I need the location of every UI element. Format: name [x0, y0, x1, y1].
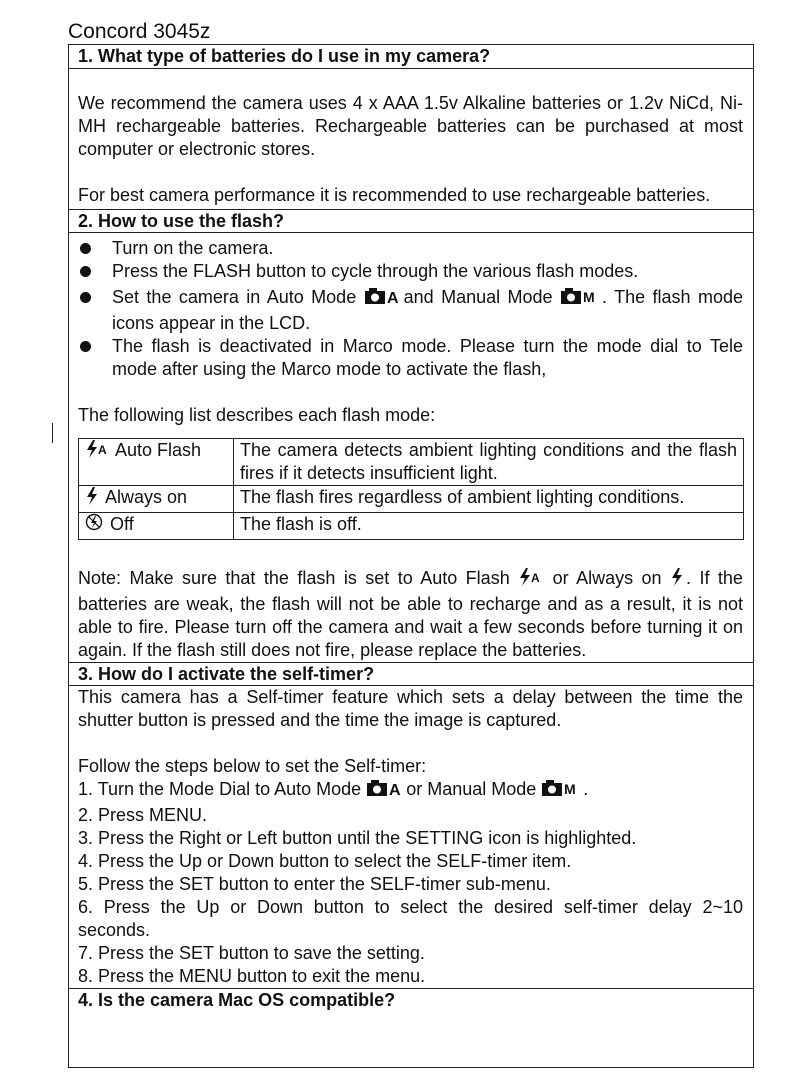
table-row	[79, 486, 744, 513]
q2-body	[69, 233, 753, 662]
flash-steps-list	[78, 237, 743, 381]
desc-cell: The flash fires regardless of ambient lighting conditions.	[234, 486, 744, 513]
faq-frame	[68, 44, 754, 1068]
flash-modes-table	[78, 438, 744, 540]
svg-text:A: A	[386, 290, 399, 306]
svg-text:A: A	[389, 782, 401, 798]
list-item: 6. Press the Up or Down button to select the desired self-timer delay 2~10 seconds.	[78, 897, 743, 940]
svg-text:A: A	[531, 571, 540, 585]
mode-cell: A Auto Flash	[79, 439, 234, 486]
auto-mode-icon	[366, 778, 406, 804]
always-on-flash-icon	[85, 486, 101, 512]
flash-off-icon	[85, 513, 105, 539]
desc-cell: The flash is off.	[234, 513, 744, 540]
always-on-flash-icon	[670, 567, 686, 593]
table-row	[79, 439, 744, 486]
auto-flash-icon	[85, 439, 111, 465]
list-item: 8. Press the MENU button to exit the menu.	[78, 966, 426, 986]
q4-heading: 4. Is the camera Mac OS compatible?	[69, 988, 753, 1012]
selftimer-steps	[78, 755, 743, 988]
list-item: 4. Press the Up or Down button to select the SELF-timer item.	[78, 851, 572, 871]
list-item: 3. Press the Right or Left button until the SETTING icon is highlighted.	[78, 828, 637, 848]
margin-change-bar	[52, 423, 53, 443]
document-title: Concord 3045z	[68, 20, 211, 43]
list-item: 2. Press MENU.	[78, 805, 208, 825]
desc-cell: The camera detects ambient lighting conditions and the flash fires if it detects insufficient light.	[234, 439, 744, 486]
auto-flash-icon	[518, 567, 544, 593]
manual-mode-icon	[541, 778, 583, 804]
q3-heading: 3. How do I activate the self-timer?	[69, 662, 753, 686]
mode-cell: Always on	[79, 486, 234, 513]
q3-body	[69, 686, 753, 988]
bullet-icon	[80, 243, 91, 254]
flash-note: Note: Make sure that the flash is set to Auto Flash A or Always on . If the batteries are weak, the flash will not be able to recharge and as a result, it is not able to fire. Please turn off the camera and wait a few seconds before turning it on again. If the flash still does not fire, please replace the batteries.	[78, 568, 743, 660]
mode-cell: Off	[79, 513, 234, 540]
steps-intro: Follow the steps below to set the Self-timer:	[78, 756, 427, 776]
auto-mode-icon	[364, 286, 404, 312]
q3-para1: This camera has a Self-timer feature which sets a delay between the time the shutter button is pressed and the time the image is captured.	[78, 687, 743, 730]
svg-text:M: M	[564, 781, 576, 797]
q2-heading: 2. How to use the flash?	[69, 209, 753, 233]
flash-list-intro: The following list describes each flash mode:	[78, 405, 436, 425]
table-row	[79, 513, 744, 540]
list-item: Set the camera in Auto Mode A and Manual Mode M . The flash mode icons appear in the LCD.	[78, 286, 743, 335]
list-item: The flash is deactivated in Marco mode. Please turn the mode dial to Tele mode after using the Marco mode to activate the flash,	[78, 335, 743, 381]
manual-mode-icon	[560, 286, 602, 312]
q1-body	[69, 69, 753, 207]
bullet-icon	[80, 341, 91, 352]
svg-text:A: A	[98, 443, 107, 457]
list-item: 1. Turn the Mode Dial to Auto Mode A or Manual Mode M .	[78, 778, 743, 804]
list-item: 5. Press the SET button to enter the SELF-timer sub-menu.	[78, 874, 551, 894]
q1-para1: We recommend the camera uses 4 x AAA 1.5v Alkaline batteries or 1.2v NiCd, Ni-MH rechargeable batteries. Rechargeable batteries can be purchased at most computer or electronic stores.	[78, 93, 743, 159]
q1-heading: 1. What type of batteries do I use in my camera?	[69, 45, 753, 69]
bullet-icon	[80, 292, 91, 303]
svg-text:M: M	[583, 289, 595, 305]
list-item: Turn on the camera.	[78, 237, 743, 260]
list-item: Press the FLASH button to cycle through the various flash modes.	[78, 260, 743, 283]
list-item: 7. Press the SET button to save the setting.	[78, 943, 425, 963]
bullet-icon	[80, 266, 91, 277]
q1-para2: For best camera performance it is recommended to use rechargeable batteries.	[78, 185, 711, 205]
